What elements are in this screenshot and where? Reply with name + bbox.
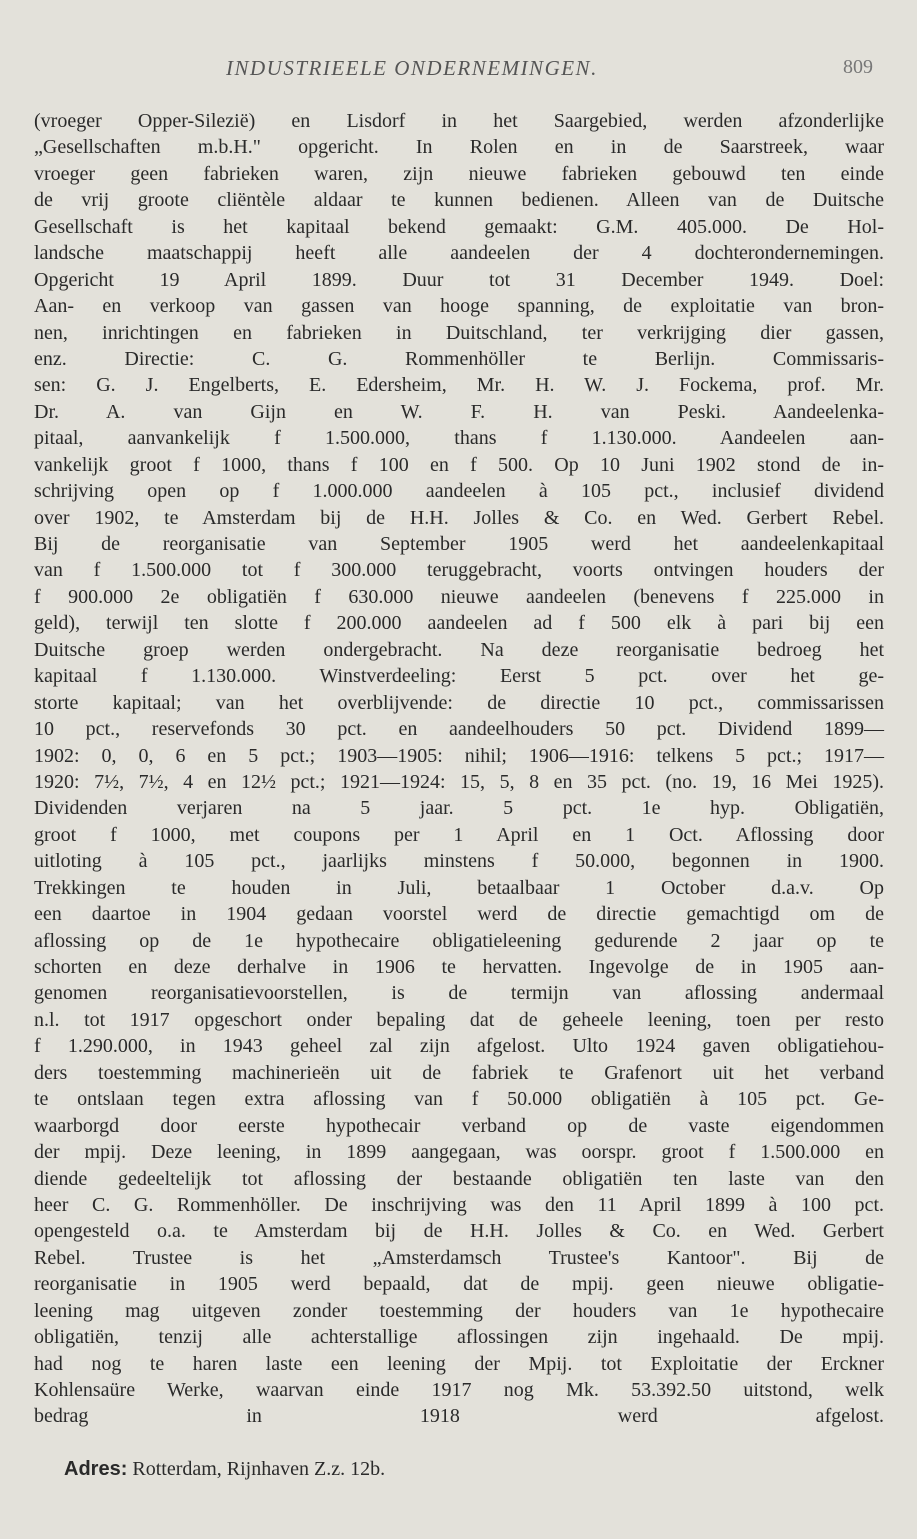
address-label: Adres: (64, 1458, 128, 1481)
text-line (34, 1430, 884, 1456)
address-value: Rotterdam, Rijnhaven Z.z. 12b. (132, 1458, 386, 1481)
text-line: pitaal, aanvankelijk f 1.500.000, thans f 1.130.000. Aandeelen aan- (34, 427, 884, 450)
text-line: ders toestemming machinerieën uit de fabriek te Grafenort uit het verband (34, 1061, 884, 1084)
text-line: uitloting à 105 pct., jaarlijks minstens f 50.000, begonnen in 1900. (34, 850, 884, 873)
text-line: aflossing op de 1e hypothecaire obligatieleening gedurende 2 jaar op te (34, 929, 884, 952)
text-line: Aan- en verkoop van gassen van hooge spanning, de exploitatie van bron- (34, 295, 884, 318)
text-line: Rebel. Trustee is het „Amsterdamsch Trustee's Kantoor". Bij de (34, 1246, 884, 1269)
text-line: kapitaal f 1.130.000. Winstverdeeling: Eerst 5 pct. over het ge- (34, 665, 884, 688)
text-line: f 900.000 2e obligatiën f 630.000 nieuwe aandeelen (benevens f 225.000 in (34, 585, 884, 608)
text-line: schorten en deze derhalve in 1906 te hervatten. Ingevolge de in 1905 aan- (34, 956, 884, 978)
text-line: heer C. G. Rommenhöller. De inschrijving was den 11 April 1899 à 100 pct. (34, 1193, 884, 1216)
text-line: diende gedeeltelijk tot aflossing der bestaande obligatiën ten laste van den (34, 1167, 884, 1190)
page-number: 809 (843, 56, 873, 78)
text-line: te ontslaan tegen extra aflossing van f 50.000 obligatiën à 105 pct. Ge- (34, 1088, 884, 1111)
text-line: geld), terwijl ten slotte f 200.000 aandeelen ad f 500 elk à pari bij een (34, 612, 884, 635)
text-line: 10 pct., reservefonds 30 pct. en aandeelhouders 50 pct. Dividend 1899— (34, 718, 884, 741)
text-line: bedrag in 1918 werd afgelost. (34, 1405, 884, 1428)
text-line: landsche maatschappij heeft alle aandeelen der 4 dochterondernemingen. (34, 242, 884, 265)
text-line: Dividenden verjaren na 5 jaar. 5 pct. 1e hyp. Obligatiën, (34, 797, 884, 820)
text-line: had nog te haren laste een leening der Mpij. tot Exploitatie der Erckner (34, 1352, 884, 1375)
text-line: „Gesellschaften m.b.H." opgericht. In Rolen en in de Saarstreek, waar (34, 136, 884, 159)
text-line: vroeger geen fabrieken waren, zijn nieuwe fabrieken gebouwd ten einde (34, 162, 884, 185)
text-line: sen: G. J. Engelberts, E. Edersheim, Mr. H. W. J. Fockema, prof. Mr. (34, 374, 884, 397)
text-line: Bij de reorganisatie van September 1905 werd het aandeelenkapitaal (34, 533, 884, 555)
text-line: Trekkingen te houden in Juli, betaalbaar 1 October d.a.v. Op (34, 876, 884, 899)
text-line: een daartoe in 1904 gedaan voorstel werd de directie gemachtigd om de (34, 903, 884, 926)
text-line: reorganisatie in 1905 werd bepaald, dat de mpij. geen nieuwe obligatie- (34, 1273, 884, 1296)
text-line: Kohlensaüre Werke, waarvan einde 1917 nog Mk. 53.392.50 uitstond, welk (34, 1379, 884, 1401)
text-line: vankelijk groot f 1000, thans f 100 en f 500. Op 10 Juni 1902 stond de in- (34, 453, 884, 476)
text-line: schrijving open op f 1.000.000 aandeelen à 105 pct., inclusief dividend (34, 480, 884, 503)
text-line: n.l. tot 1917 opgeschort onder bepaling dat de geheele leening, toen per resto (34, 1008, 884, 1031)
text-line: van f 1.500.000 tot f 300.000 teruggebracht, voorts ontvingen houders der (34, 559, 884, 582)
text-line: Duitsche groep werden ondergebracht. Na deze reorganisatie bedroeg het (34, 638, 884, 661)
text-line: storte kapitaal; van het overblijvende: de directie 10 pct., commissarissen (34, 691, 884, 714)
text-line: 1920: 7½, 7½, 4 en 12½ pct.; 1921—1924: 15, 5, 8 en 35 pct. (no. 19, 16 Mei 1925). (34, 770, 884, 793)
text-line: f 1.290.000, in 1943 geheel zal zijn afgelost. Ulto 1924 gaven obligatiehou- (34, 1035, 884, 1058)
text-line: groot f 1000, met coupons per 1 April en 1 Oct. Aflossing door (34, 823, 884, 846)
text-line: 1902: 0, 0, 6 en 5 pct.; 1903—1905: nihil; 1906—1916: telkens 5 pct.; 1917— (34, 744, 884, 767)
text-line: Dr. A. van Gijn en W. F. H. van Peski. Aandeelenka- (34, 400, 884, 423)
text-line: nen, inrichtingen en fabrieken in Duitschland, ter verkrijging dier gassen, (34, 321, 884, 344)
text-line: (vroeger Opper-Silezië) en Lisdorf in het Saargebied, werden afzonderlijke (34, 110, 884, 132)
text-line: Opgericht 19 April 1899. Duur tot 31 December 1949. Doel: (34, 268, 884, 291)
text-line: der mpij. Deze leening, in 1899 aangegaan, was oorspr. groot f 1.500.000 en (34, 1141, 884, 1164)
address-line (34, 1456, 884, 1482)
text-line: obligatiën, tenzij alle achterstallige aflossingen zijn ingehaald. De mpij. (34, 1326, 884, 1349)
running-title: INDUSTRIEELE ONDERNEMINGEN. (226, 56, 598, 80)
page-header (0, 56, 917, 88)
text-line: over 1902, te Amsterdam bij de H.H. Jolles & Co. en Wed. Gerbert Rebel. (34, 506, 884, 529)
text-line: Gesellschaft is het kapitaal bekend gemaakt: G.M. 405.000. De Hol- (34, 215, 884, 238)
text-line: waarborgd door eerste hypothecair verband op de vaste eigendommen (34, 1114, 884, 1137)
text-line: enz. Directie: C. G. Rommenhöller te Berlijn. Commissaris- (34, 347, 884, 370)
text-line: de vrij groote cliëntèle aldaar te kunnen bedienen. Alleen van de Duitsche (34, 189, 884, 212)
text-line: leening mag uitgeven zonder toestemming der houders van 1e hypothecaire (34, 1299, 884, 1322)
article-body (34, 108, 884, 1483)
text-line: opengesteld o.a. te Amsterdam bij de H.H. Jolles & Co. en Wed. Gerbert (34, 1220, 884, 1243)
text-line: genomen reorganisatievoorstellen, is de termijn van aflossing andermaal (34, 982, 884, 1005)
